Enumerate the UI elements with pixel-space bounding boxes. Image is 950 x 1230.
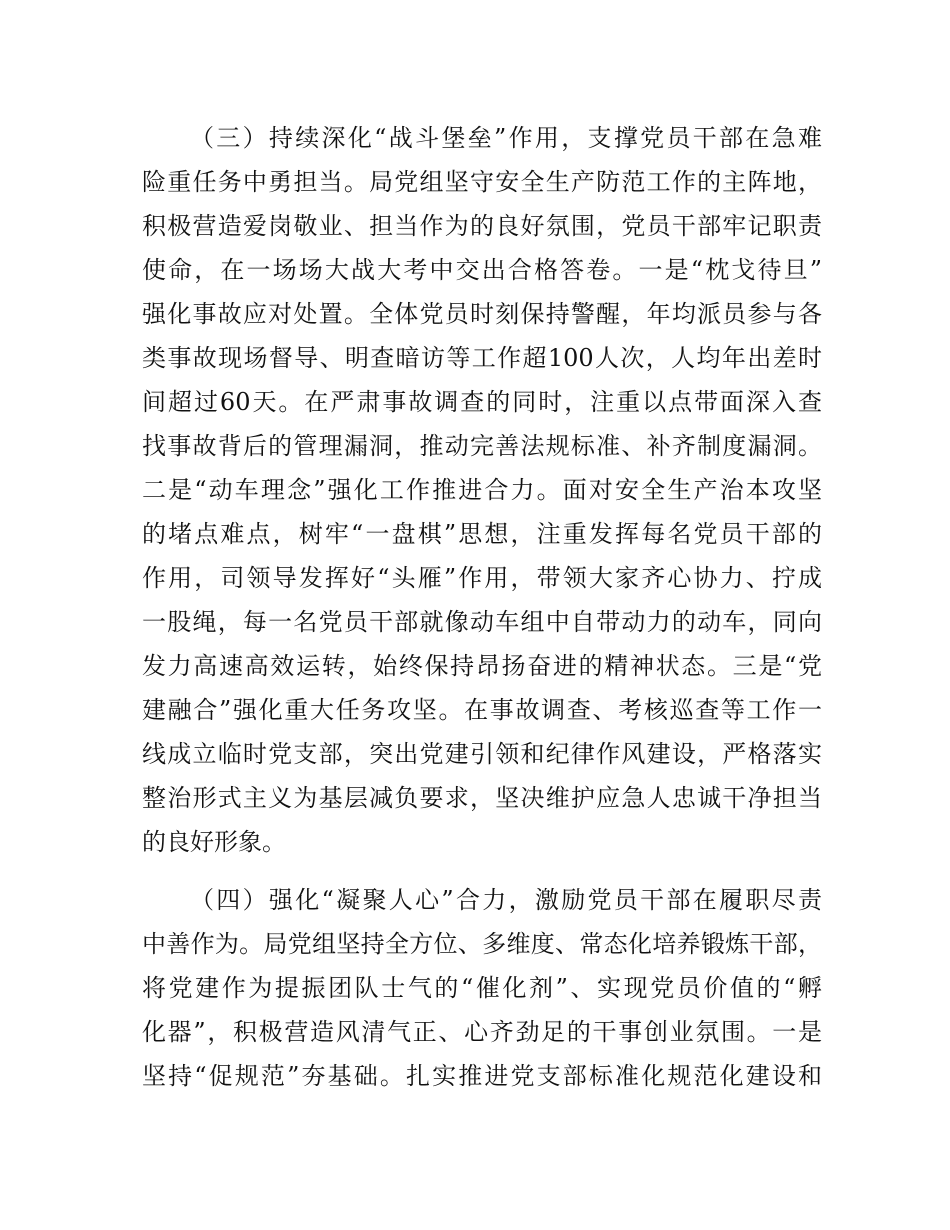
text-line: 强化事故应对处置。全体党员时刻保持警醒，年均派员参与各 bbox=[142, 300, 822, 328]
text-line: 的良好形象。 bbox=[142, 828, 286, 856]
text-line: 间超过60天。在严肃事故调查的同时，注重以点带面深入查 bbox=[142, 388, 822, 416]
paragraph-section-four bbox=[142, 878, 822, 1098]
text-line: 一股绳，每一名党员干部就像动车组中自带动力的动车，同向 bbox=[142, 608, 822, 636]
text-line: 建融合”强化重大任务攻坚。在事故调查、考核巡查等工作一 bbox=[142, 696, 822, 724]
text-line: 线成立临时党支部，突出党建引领和纪律作风建设，严格落实 bbox=[142, 740, 822, 768]
text-line: 整治形式主义为基层减负要求，坚决维护应急人忠诚干净担当 bbox=[142, 784, 822, 812]
text-line: 类事故现场督导、明查暗访等工作超100人次，人均年出差时 bbox=[142, 344, 822, 372]
text-line: 作用，司领导发挥好“头雁”作用，带领大家齐心协力、拧成 bbox=[142, 564, 822, 592]
text-line: 将党建作为提振团队士气的“催化剂”、实现党员价值的“孵 bbox=[142, 974, 822, 1002]
text-line: 积极营造爱岗敬业、担当作为的良好氛围，党员干部牢记职责 bbox=[142, 212, 822, 240]
text-line: （三）持续深化“战斗堡垒”作用，支撑党员干部在急难 bbox=[190, 124, 822, 152]
document-body bbox=[142, 116, 822, 1098]
text-line: 找事故背后的管理漏洞，推动完善法规标准、补齐制度漏洞。 bbox=[142, 432, 822, 460]
text-line: 中善作为。局党组坚持全方位、多维度、常态化培养锻炼干部， bbox=[142, 930, 822, 958]
text-line: 坚持“促规范”夯基础。扎实推进党支部标准化规范化建设和 bbox=[142, 1062, 822, 1090]
text-line: 二是“动车理念”强化工作推进合力。面对安全生产治本攻坚 bbox=[142, 476, 822, 504]
text-line: （四）强化“凝聚人心”合力，激励党员干部在履职尽责 bbox=[190, 886, 822, 914]
text-line: 化器”，积极营造风清气正、心齐劲足的干事创业氛围。一是 bbox=[142, 1018, 822, 1046]
text-line: 险重任务中勇担当。局党组坚守安全生产防范工作的主阵地， bbox=[142, 168, 822, 196]
paragraph-spacer bbox=[142, 864, 822, 878]
paragraph-section-three bbox=[142, 116, 822, 864]
text-line: 发力高速高效运转，始终保持昂扬奋进的精神状态。三是“党 bbox=[142, 652, 822, 680]
text-line: 使命，在一场场大战大考中交出合格答卷。一是“枕戈待旦” bbox=[142, 256, 822, 284]
text-line: 的堵点难点，树牢“一盘棋”思想，注重发挥每名党员干部的 bbox=[142, 520, 822, 548]
